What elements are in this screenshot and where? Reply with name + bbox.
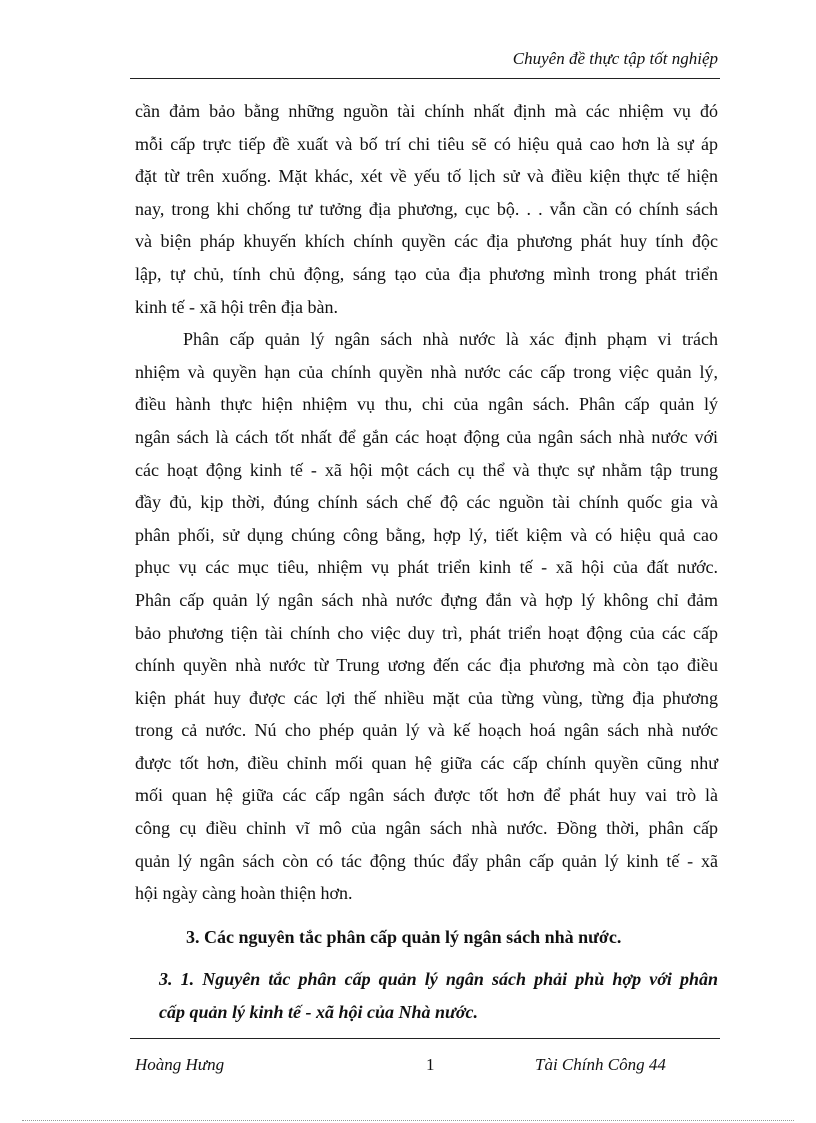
text-line: nhiệm và quyền hạn của chính quyền nhà nước các cấp trong việc quản lý,: [135, 361, 718, 382]
text-line: trong cả nước. Nú cho phép quản lý và kế hoạch hoá ngân sách nhà nước: [135, 720, 718, 741]
text-line: quản lý ngân sách còn có tác động thúc đẩy phân cấp quản lý kinh tế - xã: [135, 850, 718, 871]
text-line: đặt từ trên xuống. Mặt khác, xét về yếu tố lịch sử và điều kiện thực tế hiện: [135, 166, 718, 187]
footer-course: Tài Chính Công 44: [535, 1055, 666, 1074]
text-line: ngân sách là cách tốt nhất để gắn các hoạt động của ngân sách nhà nước với: [135, 426, 718, 447]
header-rule: [130, 78, 720, 79]
text-line: cần đảm bảo bằng những nguồn tài chính nhất định mà các nhiệm vụ đó: [135, 101, 718, 121]
page-edge: [22, 1120, 794, 1121]
text-line: lập, tự chủ, tính chủ động, sáng tạo của địa phương mình trong phát triển: [135, 263, 718, 284]
footer-rule: [130, 1038, 720, 1039]
text-line: bảo phương tiện tài chính cho việc duy trì, phát triển hoạt động của các cấp: [135, 622, 718, 643]
paragraph-2: [135, 323, 718, 910]
text-line: Phân cấp quản lý ngân sách nhà nước đựng đắn và hợp lý không chỉ đảm: [135, 589, 718, 610]
text-line: mỗi cấp trực tiếp đề xuất và bố trí chi tiêu sẽ có hiệu quả cao hơn là sự áp: [135, 133, 718, 154]
text-line: hội ngày càng hoàn thiện hơn.: [135, 883, 353, 904]
heading-line: cấp quản lý kinh tế - xã hội của Nhà nước.: [159, 1002, 478, 1023]
text-line: và biện pháp khuyến khích chính quyền các địa phương phát huy tính độc: [135, 231, 718, 252]
text-line: phân phối, sử dụng chúng công bằng, hợp lý, tiết kiệm và có hiệu quả cao: [135, 524, 718, 545]
text-line: phục vụ các mục tiêu, nhiệm vụ phát triển kinh tế - xã hội của đất nước.: [135, 557, 718, 578]
text-line: Phân cấp quản lý ngân sách nhà nước là xác định phạm vi trách: [183, 329, 718, 350]
text-line: kiện phát huy được các lợi thế nhiều mặt của từng vùng, từng địa phương: [135, 687, 718, 708]
subsection-heading-3-1: [135, 963, 718, 1028]
text-line: nay, trong khi chống tư tưởng địa phương, cục bộ. . . vẫn cần có chính sách: [135, 198, 718, 219]
heading-line: 3. 1. Nguyên tắc phân cấp quản lý ngân sách phải phù hợp với phân: [159, 969, 718, 990]
page-number: 1: [426, 1055, 435, 1074]
text-line: mối quan hệ giữa các cấp ngân sách được tốt hơn để phát huy vai trò là: [135, 785, 718, 806]
page-header-title: Chuyên đề thực tập tốt nghiệp: [512, 49, 718, 68]
text-line: được tốt hơn, điều chỉnh mối quan hệ giữa các cấp chính quyền cũng như: [135, 752, 718, 773]
text-line: công cụ điều chỉnh vĩ mô của ngân sách nhà nước. Đồng thời, phân cấp: [135, 818, 718, 839]
document-body: [135, 95, 718, 1029]
text-line: điều hành thực hiện nhiệm vụ thu, chi của ngân sách. Phân cấp quản lý: [135, 394, 718, 415]
section-heading-3: 3. Các nguyên tắc phân cấp quản lý ngân sách nhà nước.: [186, 926, 622, 947]
paragraph-1: [135, 95, 718, 323]
text-line: các hoạt động kinh tế - xã hội một cách cụ thể và thực sự nhằm tập trung: [135, 459, 718, 480]
footer-author: Hoàng Hưng: [135, 1055, 225, 1074]
text-line: đầy đủ, kịp thời, đúng chính sách chế độ các nguồn tài chính quốc gia và: [135, 492, 718, 513]
text-line: chính quyền nhà nước từ Trung ương đến các địa phương mà còn tạo điều: [135, 655, 718, 676]
text-line: kinh tế - xã hội trên địa bàn.: [135, 296, 338, 317]
